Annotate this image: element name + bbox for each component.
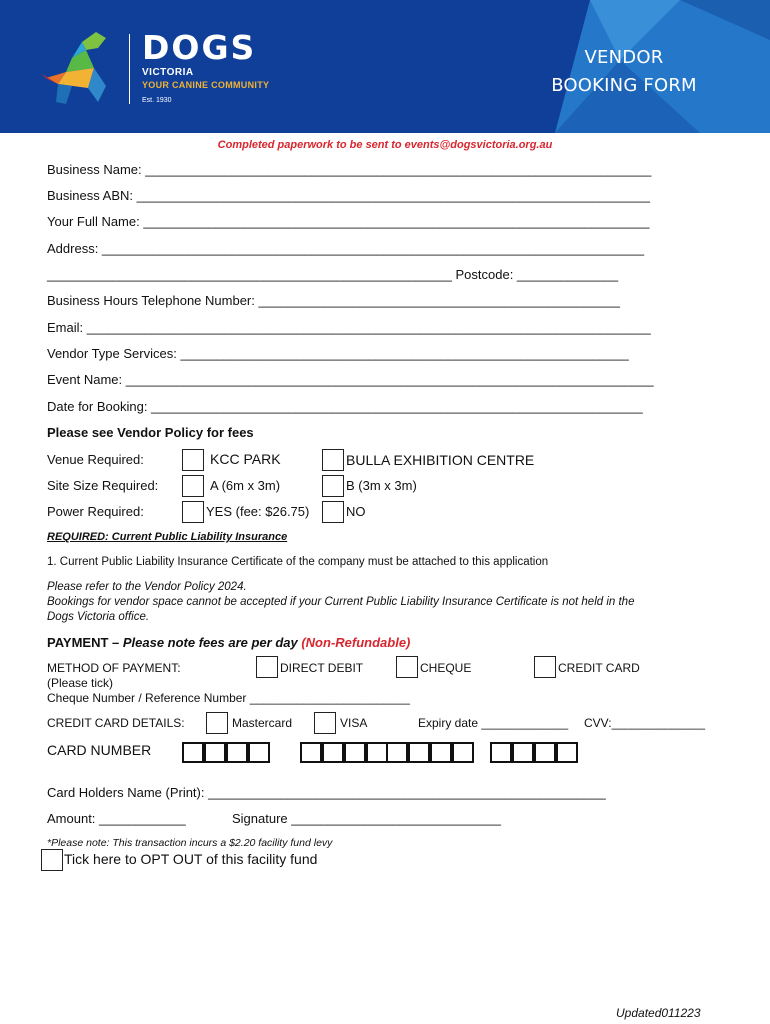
business-abn-field[interactable]: Business ABN: _______________________________________________________________________ [47, 188, 650, 203]
bulla-checkbox[interactable] [322, 449, 344, 471]
logo-divider [129, 34, 130, 104]
card-digit-box[interactable] [408, 742, 430, 763]
insurance-item: 1. Current Public Liability Insurance Certificate of the company must be attached to this application [47, 556, 549, 568]
site-a-label: A (6m x 3m) [210, 478, 281, 493]
submission-notice: Completed paperwork to be sent to events@dogsvictoria.org.au [217, 139, 553, 151]
card-digit-box[interactable] [204, 742, 226, 763]
signature-field[interactable]: Signature _____________________________ [232, 811, 501, 826]
kcc-park-label: KCC PARK [210, 451, 281, 467]
method-label: METHOD OF PAYMENT: [47, 661, 181, 675]
venue-label: Venue Required: [47, 452, 144, 467]
card-holder-field[interactable]: Card Holders Name (Print): _______________________________________________________ [47, 785, 606, 800]
power-label: Power Required: [47, 504, 144, 519]
card-digit-box[interactable] [534, 742, 556, 763]
insurance-heading: REQUIRED: Current Public Liability Insurance [47, 531, 288, 543]
card-digit-box[interactable] [386, 742, 408, 763]
cheque-checkbox[interactable] [396, 656, 418, 678]
card-digit-box[interactable] [182, 742, 204, 763]
vendor-type-field[interactable]: Vendor Type Services: ______________________________________________________________ [47, 346, 629, 361]
cheque-label: CHEQUE [420, 661, 472, 675]
bulla-label: BULLA EXHIBITION CENTRE [346, 452, 535, 468]
form-title [524, 44, 724, 100]
form-title-line2: BOOKING FORM [551, 75, 697, 96]
site-b-checkbox[interactable] [322, 475, 344, 497]
insurance-note-3: Dogs Victoria office. [47, 611, 150, 623]
insurance-note-1: Please refer to the Vendor Policy 2024. [47, 581, 247, 593]
date-booking-field[interactable]: Date for Booking: ____________________________________________________________________ [47, 399, 643, 414]
brand-name: DOGS [142, 28, 257, 67]
card-digit-box[interactable] [300, 742, 322, 763]
credit-card-checkbox[interactable] [534, 656, 556, 678]
power-no-checkbox[interactable] [322, 501, 344, 523]
event-name-field[interactable]: Event Name: _________________________________________________________________________ [47, 372, 654, 387]
brand-state: VICTORIA [142, 67, 194, 78]
brand-est: Est. 1930 [142, 97, 172, 104]
header-banner [0, 0, 770, 133]
brand-block [142, 30, 269, 104]
updated-footer: Updated011223 [616, 1006, 701, 1020]
amount-field[interactable]: Amount: ____________ [47, 811, 186, 826]
kcc-park-checkbox[interactable] [182, 449, 204, 471]
card-number-label: CARD NUMBER [47, 742, 152, 758]
cc-details-label: CREDIT CARD DETAILS: [47, 716, 185, 730]
card-digit-box[interactable] [344, 742, 366, 763]
mastercard-label: Mastercard [232, 716, 293, 730]
mastercard-checkbox[interactable] [206, 712, 228, 734]
card-digit-box[interactable] [322, 742, 344, 763]
business-name-field[interactable]: Business Name: ______________________________________________________________________ [47, 162, 652, 177]
address-postcode-field[interactable]: ________________________________________________________ Postcode: ______________ [47, 267, 619, 282]
power-no-label: NO [346, 504, 366, 519]
power-yes-checkbox[interactable] [182, 501, 204, 523]
cheque-number-field[interactable]: Cheque Number / Reference Number ________________________ [47, 691, 410, 705]
email-field[interactable]: Email: ______________________________________________________________________________ [47, 320, 651, 335]
card-digit-box[interactable] [512, 742, 534, 763]
card-digit-box[interactable] [366, 742, 388, 763]
card-digit-box[interactable] [452, 742, 474, 763]
direct-debit-checkbox[interactable] [256, 656, 278, 678]
visa-checkbox[interactable] [314, 712, 336, 734]
payment-heading-b: Please note fees are per day [122, 635, 302, 650]
address-field[interactable]: Address: ___________________________________________________________________________ [47, 241, 645, 256]
please-tick-label: (Please tick) [47, 676, 114, 690]
facility-note: *Please note: This transaction incurs a $2.20 facility fund levy [47, 837, 333, 849]
insurance-note-2: Bookings for vendor space cannot be accepted if your Current Public Liability Insurance Certificate is not held in the [47, 596, 635, 608]
card-digit-box[interactable] [226, 742, 248, 763]
opt-out-checkbox[interactable] [41, 849, 63, 871]
site-b-label: B (3m x 3m) [346, 478, 417, 493]
opt-out-label: Tick here to OPT OUT of this facility fund [64, 851, 318, 867]
payment-heading [47, 635, 410, 650]
telephone-field[interactable]: Business Hours Telephone Number: __________________________________________________ [47, 293, 620, 308]
card-digit-box[interactable] [490, 742, 512, 763]
full-name-field[interactable]: Your Full Name: ______________________________________________________________________ [47, 214, 650, 229]
expiry-field[interactable]: Expiry date _____________ [418, 716, 569, 730]
dog-logo-icon [36, 28, 126, 108]
credit-card-label: CREDIT CARD [558, 661, 640, 675]
card-digit-box[interactable] [430, 742, 452, 763]
payment-heading-a: PAYMENT – [47, 635, 123, 650]
visa-label: VISA [340, 716, 368, 730]
form-title-line1: VENDOR [584, 47, 664, 68]
power-yes-label: YES (fee: $26.75) [206, 504, 310, 519]
cvv-field[interactable]: CVV:______________ [584, 716, 705, 730]
direct-debit-label: DIRECT DEBIT [280, 661, 364, 675]
payment-heading-c: (Non-Refundable) [301, 635, 411, 650]
card-digit-box[interactable] [556, 742, 578, 763]
card-digit-box[interactable] [248, 742, 270, 763]
policy-heading: Please see Vendor Policy for fees [47, 425, 254, 440]
site-size-label: Site Size Required: [47, 478, 159, 493]
site-a-checkbox[interactable] [182, 475, 204, 497]
brand-tagline: YOUR CANINE COMMUNITY [142, 80, 270, 90]
